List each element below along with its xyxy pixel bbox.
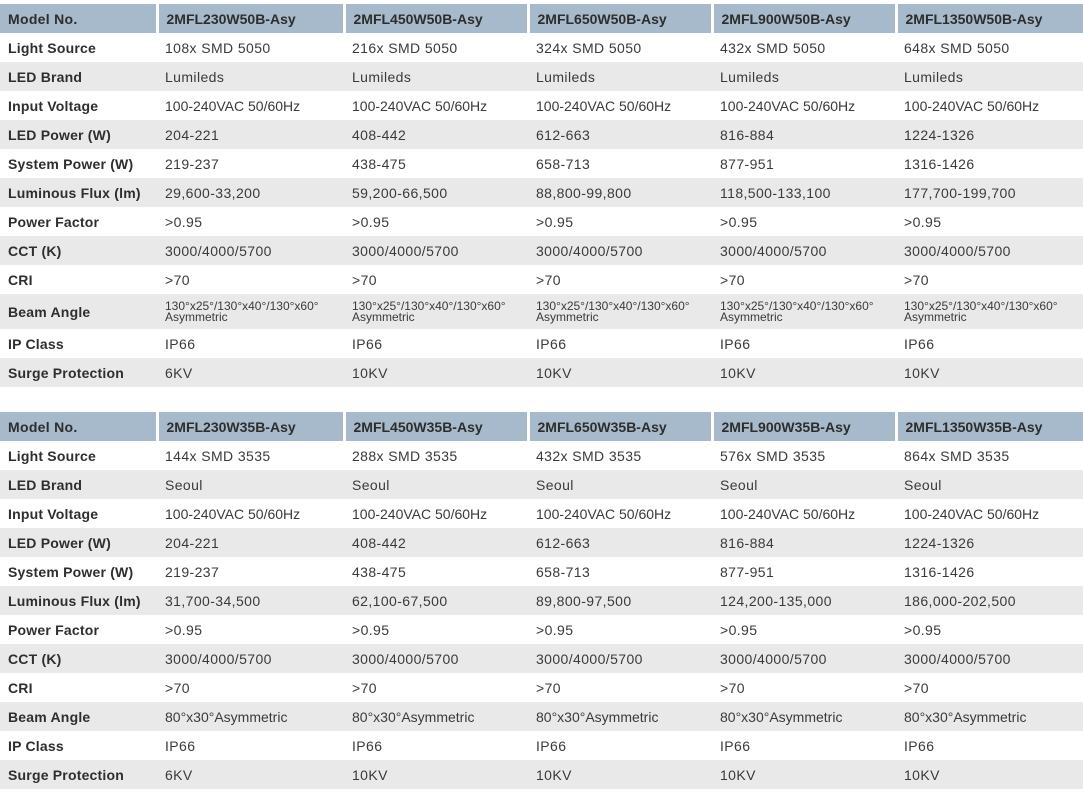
spec-value: Seoul	[157, 470, 344, 499]
spec-value: Lumileds	[712, 62, 896, 91]
spec-value: 130°x25°/130°x40°/130°x60° Asymmetric	[528, 294, 712, 329]
spec-value: IP66	[352, 335, 383, 352]
spec-label: CCT (K)	[0, 644, 157, 673]
spec-value: 438-475	[352, 563, 407, 580]
spec-label: CRI	[8, 271, 33, 288]
spec-value: 3000/4000/5700	[896, 236, 1083, 265]
spec-value: >70	[904, 271, 929, 288]
spec-value: 216x SMD 5050	[352, 39, 458, 56]
spec-value: IP66	[720, 335, 751, 352]
model-no-label: Model No.	[0, 4, 157, 33]
spec-value: Lumileds	[528, 62, 712, 91]
spec-value: 1224-1326	[896, 528, 1083, 557]
spec-table-50w-series	[0, 4, 1083, 387]
spec-value: Lumileds	[896, 62, 1083, 91]
spec-value: 288x SMD 3535	[352, 447, 458, 464]
spec-label: Light Source	[8, 39, 96, 56]
spec-value: 432x SMD 5050	[720, 39, 826, 56]
spec-value: 3000/4000/5700	[896, 644, 1083, 673]
spec-value: IP66	[352, 737, 383, 754]
spec-row	[0, 236, 1083, 265]
spec-row	[0, 586, 1083, 615]
spec-value: 100-240VAC 50/60Hz	[904, 97, 1040, 114]
spec-value: 62,100-67,500	[344, 586, 528, 615]
spec-label: LED Power (W)	[0, 120, 157, 149]
spec-value: 658-713	[536, 563, 591, 580]
spec-value: >0.95	[904, 621, 942, 638]
spec-value: 130°x25°/130°x40°/130°x60° Asymmetric	[344, 294, 528, 329]
spec-value: >0.95	[352, 621, 390, 638]
spec-value: >0.95	[165, 621, 203, 638]
spec-value: IP66	[536, 335, 567, 352]
spec-value: >70	[536, 271, 561, 288]
spec-row	[0, 358, 1083, 387]
spec-value: 144x SMD 3535	[165, 447, 271, 464]
spec-row	[0, 207, 1083, 236]
spec-value: 80°x30°Asymmetric	[157, 702, 344, 731]
spec-value: >70	[720, 679, 745, 696]
spec-value: 408-442	[344, 528, 528, 557]
spec-value: IP66	[165, 335, 196, 352]
spec-value: 10KV	[712, 358, 896, 387]
spec-label: System Power (W)	[8, 563, 134, 580]
model-name-cell: 2MFL1350W50B-Asy	[896, 4, 1083, 33]
spec-label: LED Brand	[0, 470, 157, 499]
spec-row	[0, 149, 1083, 178]
spec-label: Luminous Flux (lm)	[0, 178, 157, 207]
spec-row	[0, 33, 1083, 62]
spec-row	[0, 178, 1083, 207]
spec-value: 204-221	[157, 528, 344, 557]
spec-value: 100-240VAC 50/60Hz	[536, 505, 672, 522]
spec-row	[0, 265, 1083, 294]
spec-value: 89,800-97,500	[528, 586, 712, 615]
spec-value: 80°x30°Asymmetric	[344, 702, 528, 731]
spec-value: 864x SMD 3535	[904, 447, 1010, 464]
spec-value: 648x SMD 5050	[904, 39, 1010, 56]
spec-row	[0, 702, 1083, 731]
model-name-cell: 2MFL650W35B-Asy	[528, 412, 712, 441]
spec-value: >70	[165, 271, 190, 288]
spec-row	[0, 731, 1083, 760]
spec-label: CRI	[8, 679, 33, 696]
model-name-cell: 2MFL230W35B-Asy	[157, 412, 344, 441]
spec-value: 29,600-33,200	[157, 178, 344, 207]
spec-value: 10KV	[528, 760, 712, 789]
spec-value: 324x SMD 5050	[536, 39, 642, 56]
spec-value: 576x SMD 3535	[720, 447, 826, 464]
spec-row	[0, 441, 1083, 470]
spec-value: 186,000-202,500	[896, 586, 1083, 615]
spec-value: 438-475	[352, 155, 407, 172]
header-row	[0, 4, 1083, 33]
spec-label: Beam Angle	[0, 294, 157, 329]
spec-value: 80°x30°Asymmetric	[896, 702, 1083, 731]
spec-value: 3000/4000/5700	[712, 236, 896, 265]
spec-value: >70	[904, 679, 929, 696]
spec-label: Input Voltage	[8, 97, 99, 114]
spec-label: System Power (W)	[8, 155, 134, 172]
spec-value: Seoul	[528, 470, 712, 499]
spec-value: 6KV	[157, 760, 344, 789]
spec-value: 877-951	[720, 563, 775, 580]
spec-value: 612-663	[528, 120, 712, 149]
spec-row	[0, 499, 1083, 528]
spec-value: 100-240VAC 50/60Hz	[352, 97, 488, 114]
spec-value: 219-237	[165, 155, 220, 172]
spec-value: 6KV	[157, 358, 344, 387]
spec-value: 1316-1426	[904, 155, 975, 172]
spec-label: LED Brand	[0, 62, 157, 91]
spec-label: Power Factor	[8, 621, 100, 638]
spec-value: 658-713	[536, 155, 591, 172]
model-name-cell: 2MFL450W50B-Asy	[344, 4, 528, 33]
spec-value: 408-442	[344, 120, 528, 149]
spec-row	[0, 62, 1083, 91]
spec-label: CCT (K)	[0, 236, 157, 265]
spec-value: 3000/4000/5700	[528, 236, 712, 265]
spec-value: >0.95	[536, 213, 574, 230]
spec-value: 130°x25°/130°x40°/130°x60° Asymmetric	[712, 294, 896, 329]
spec-value: 100-240VAC 50/60Hz	[720, 505, 856, 522]
spec-value: 432x SMD 3535	[536, 447, 642, 464]
spec-value: Lumileds	[344, 62, 528, 91]
spec-label: Light Source	[8, 447, 96, 464]
spec-value: >0.95	[720, 213, 758, 230]
spec-row	[0, 329, 1083, 358]
spec-value: Seoul	[344, 470, 528, 499]
spec-value: >70	[352, 271, 377, 288]
spec-value: 219-237	[165, 563, 220, 580]
spec-value: >0.95	[720, 621, 758, 638]
spec-row	[0, 294, 1083, 329]
spec-value: IP66	[165, 737, 196, 754]
spec-value: >70	[165, 679, 190, 696]
model-name-cell: 2MFL450W35B-Asy	[344, 412, 528, 441]
spec-value: 10KV	[712, 760, 896, 789]
spec-row	[0, 470, 1083, 499]
model-name-cell: 2MFL650W50B-Asy	[528, 4, 712, 33]
spec-row	[0, 760, 1083, 789]
spec-label: IP Class	[8, 335, 64, 352]
spec-value: 80°x30°Asymmetric	[712, 702, 896, 731]
spec-value: 177,700-199,700	[896, 178, 1083, 207]
spec-row	[0, 120, 1083, 149]
spec-value: >70	[536, 679, 561, 696]
spec-value: 100-240VAC 50/60Hz	[165, 505, 301, 522]
spec-value: 816-884	[712, 120, 896, 149]
model-name-cell: 2MFL900W35B-Asy	[712, 412, 896, 441]
spec-value: 1316-1426	[904, 563, 975, 580]
spec-value: 130°x25°/130°x40°/130°x60° Asymmetric	[896, 294, 1083, 329]
spec-value: IP66	[904, 335, 935, 352]
spec-value: Seoul	[896, 470, 1083, 499]
header-row	[0, 412, 1083, 441]
spec-value: 3000/4000/5700	[712, 644, 896, 673]
spec-label: Input Voltage	[8, 505, 99, 522]
model-name-cell: 2MFL1350W35B-Asy	[896, 412, 1083, 441]
spec-row	[0, 673, 1083, 702]
spec-value: 10KV	[528, 358, 712, 387]
spec-label: Power Factor	[8, 213, 100, 230]
model-name-cell: 2MFL900W50B-Asy	[712, 4, 896, 33]
spec-table-body	[0, 412, 1083, 789]
spec-value: 3000/4000/5700	[157, 236, 344, 265]
spec-value: >0.95	[536, 621, 574, 638]
spec-row	[0, 615, 1083, 644]
spec-value: 10KV	[896, 760, 1083, 789]
spec-row	[0, 557, 1083, 586]
spec-label: LED Power (W)	[0, 528, 157, 557]
spec-value: 88,800-99,800	[528, 178, 712, 207]
spec-value: IP66	[536, 737, 567, 754]
spec-label: IP Class	[8, 737, 64, 754]
spec-value: 80°x30°Asymmetric	[528, 702, 712, 731]
spec-value: 816-884	[712, 528, 896, 557]
spec-value: >0.95	[352, 213, 390, 230]
spec-value: 100-240VAC 50/60Hz	[904, 505, 1040, 522]
spec-table-body	[0, 4, 1083, 387]
spec-row	[0, 91, 1083, 120]
spec-value: >0.95	[165, 213, 203, 230]
spec-value: 59,200-66,500	[344, 178, 528, 207]
spec-value: 10KV	[344, 358, 528, 387]
spec-value: 100-240VAC 50/60Hz	[720, 97, 856, 114]
spec-table-35w-series	[0, 412, 1083, 789]
spec-value: 3000/4000/5700	[528, 644, 712, 673]
spec-value: IP66	[904, 737, 935, 754]
spec-value: IP66	[720, 737, 751, 754]
spec-value: 31,700-34,500	[157, 586, 344, 615]
spec-value: 204-221	[157, 120, 344, 149]
spec-value: 118,500-133,100	[712, 178, 896, 207]
spec-value: 124,200-135,000	[712, 586, 896, 615]
spec-value: 100-240VAC 50/60Hz	[165, 97, 301, 114]
spec-value: 1224-1326	[896, 120, 1083, 149]
spec-label: Surge Protection	[0, 760, 157, 789]
spec-label: Luminous Flux (lm)	[0, 586, 157, 615]
spec-value: 130°x25°/130°x40°/130°x60° Asymmetric	[157, 294, 344, 329]
spec-value: 100-240VAC 50/60Hz	[536, 97, 672, 114]
spec-value: 10KV	[896, 358, 1083, 387]
spec-value: >70	[352, 679, 377, 696]
spec-value: >0.95	[904, 213, 942, 230]
model-no-label: Model No.	[0, 412, 157, 441]
spec-value: 100-240VAC 50/60Hz	[352, 505, 488, 522]
spec-value: 3000/4000/5700	[157, 644, 344, 673]
spec-value: 877-951	[720, 155, 775, 172]
spec-row	[0, 528, 1083, 557]
spec-label: Surge Protection	[0, 358, 157, 387]
spec-value: Lumileds	[157, 62, 344, 91]
spec-value: 3000/4000/5700	[344, 644, 528, 673]
spec-value: 3000/4000/5700	[344, 236, 528, 265]
spec-value: Seoul	[712, 470, 896, 499]
model-name-cell: 2MFL230W50B-Asy	[157, 4, 344, 33]
spec-value: 108x SMD 5050	[165, 39, 271, 56]
spec-value: 612-663	[528, 528, 712, 557]
spec-value: >70	[720, 271, 745, 288]
spec-value: 10KV	[344, 760, 528, 789]
spec-row	[0, 644, 1083, 673]
spec-label: Beam Angle	[0, 702, 157, 731]
